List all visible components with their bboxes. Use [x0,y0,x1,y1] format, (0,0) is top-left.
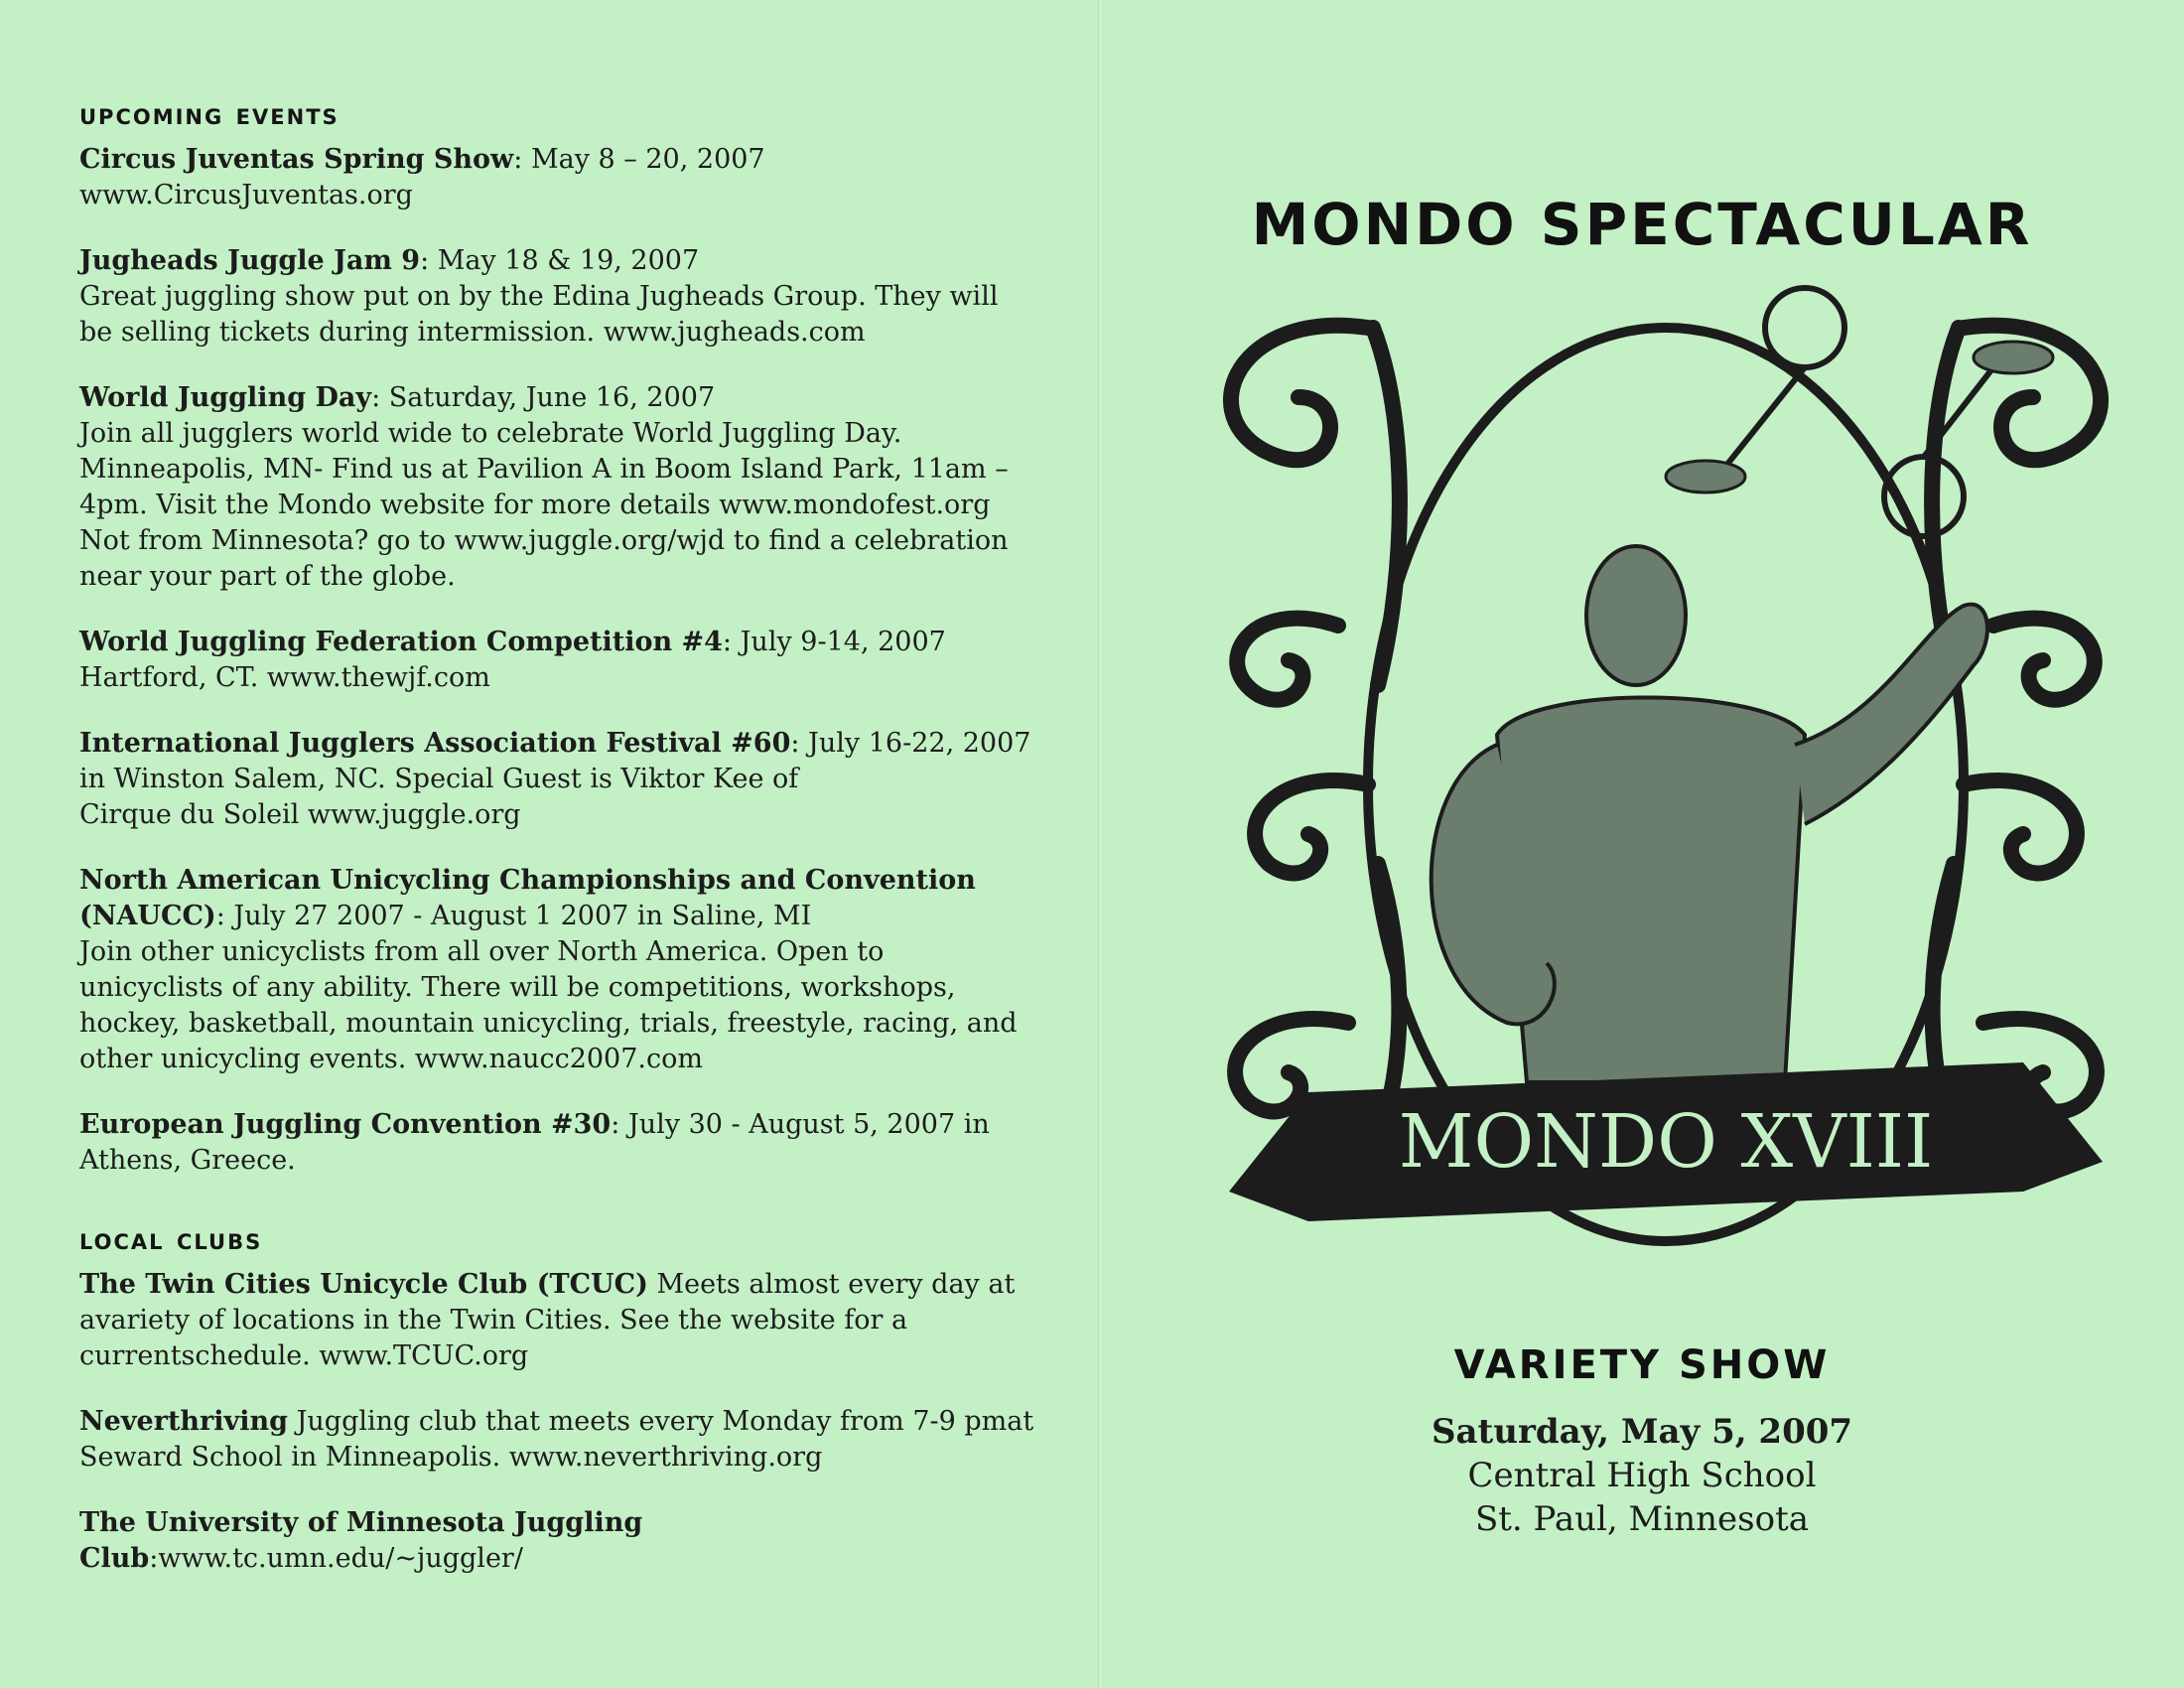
event-sep: : [215,901,234,931]
event-date: July 30 - August 5, 2007 in [627,1109,990,1140]
event-header [79,726,1072,762]
club-item [79,1404,1072,1476]
event-header [79,625,1072,660]
event-description-line: Join all jugglers world wide to celebrate World Juggling Day. [79,418,902,449]
event-description-line: Not from Minnesota? go to www.juggle.org/wjd to find a celebration [79,525,1009,556]
event-sep: : [611,1109,628,1140]
show-date: Saturday, May 5, 2007 [1431,1412,1853,1452]
event-sep: : [790,728,809,759]
event-description-line: Minneapolis, MN- Find us at Pavilion A in Boom Island Park, 11am – [79,454,1009,485]
scroll-ornament-left [1231,326,1400,1162]
event-name: World Juggling Day [79,382,372,413]
event-date: May 8 – 20, 2007 [530,144,765,175]
event-description-line: Hartford, CT. www.thewjf.com [79,662,490,693]
scroll-ornament-right [1932,326,2101,1162]
club-description-line: at Seward School in Minneapolis. www.neverthriving.org [79,1406,1034,1473]
event-item [79,380,1072,595]
clubs-list [79,1267,1072,1577]
event-item [79,726,1072,833]
event-description-line: near your part of the globe. [79,561,456,592]
event-date: July 16-22, 2007 [808,728,1031,759]
event-date: Saturday, June 16, 2007 [388,382,716,413]
event-item [79,142,1072,213]
event-description-line: unicyclists of any ability. There will be competitions, workshops, [79,972,956,1003]
event-item [79,863,1072,1077]
club-text: Juggling club that meets every Monday from 7-9 pm [288,1406,1008,1437]
club-name: Neverthriving [79,1406,288,1437]
left-panel [79,97,1072,1607]
event-header [79,380,1072,416]
club-text: Meets almost every day at a [79,1269,1016,1336]
club-name: The Twin Cities Unicycle Club (TCUC) [79,1269,648,1300]
variety-show-heading: VARIETY SHOW [1453,1342,1831,1388]
event-header [79,243,1072,279]
club-name: The University of Minnesota Juggling Club [79,1507,643,1574]
local-clubs-heading: local clubs [79,1222,263,1257]
event-item [79,625,1072,696]
banner-text: MONDO XVIII [1398,1099,1934,1185]
club-description-line: www.tc.umn.edu/~juggler/ [158,1543,523,1574]
show-title: MONDO SPECTACULAR [1251,191,2033,258]
right-panel [1100,0,2184,1688]
event-item [79,1107,1072,1179]
club-description-line: schedule. www.TCUC.org [181,1340,529,1371]
event-date: May 18 & 19, 2007 [437,245,700,276]
event-date: July 9-14, 2007 [740,627,946,657]
venue-name: Central High School [1467,1456,1817,1495]
event-name: World Juggling Federation Competition #4 [79,627,723,657]
event-name: International Jugglers Association Festival #60 [79,728,791,759]
event-date: July 27 2007 - August 1 2007 in Saline, MI [233,901,812,931]
event-description-line: Cirque du Soleil www.juggle.org [79,799,521,830]
upcoming-events-heading: upcoming events [79,97,340,132]
event-description-line: 4pm. Visit the Mondo website for more details www.mondofest.org [79,490,991,520]
event-description-line: hockey, basketball, mountain unicycling, trials, freestyle, racing, and [79,1008,1018,1039]
event-description-line: www.CircusJuventas.org [79,180,413,211]
club-item [79,1505,1072,1577]
club-header [79,1406,1007,1437]
event-name: European Juggling Convention #30 [79,1109,612,1140]
event-header [79,863,1072,934]
club-description-line: variety of locations in the Twin Cities. See the website for a current [79,1305,908,1371]
club-item [79,1267,1072,1374]
event-description-line: other unicycling events. www.naucc2007.com [79,1044,703,1074]
event-sep: : [420,245,438,276]
event-sep: : [513,144,531,175]
event-sep: : [722,627,741,657]
event-description-line: be selling tickets during intermission. www.jugheads.com [79,317,866,348]
club-text: : [149,1543,159,1574]
event-description-line: Join other unicyclists from all over North America. Open to [79,936,885,967]
event-sep: : [371,382,389,413]
event-description-line: Great juggling show put on by the Edina Jugheads Group. They will [79,281,999,312]
event-description-line: Athens, Greece. [79,1145,296,1176]
event-header [79,142,1072,178]
event-header [79,1107,1072,1143]
event-name: Circus Juventas Spring Show [79,144,514,175]
strongman-illustration [1169,268,2162,1301]
event-name: Jugheads Juggle Jam 9 [79,245,421,276]
event-name: North American Unicycling Championships and Convention (NAUCC) [79,865,976,931]
event-item [79,243,1072,351]
event-description-line: in Winston Salem, NC. Special Guest is Viktor Kee of [79,764,799,794]
venue-city: St. Paul, Minnesota [1474,1499,1810,1539]
strongman-figure [1432,546,1987,1082]
show-details [1100,1410,2184,1541]
events-list [79,142,1072,1179]
